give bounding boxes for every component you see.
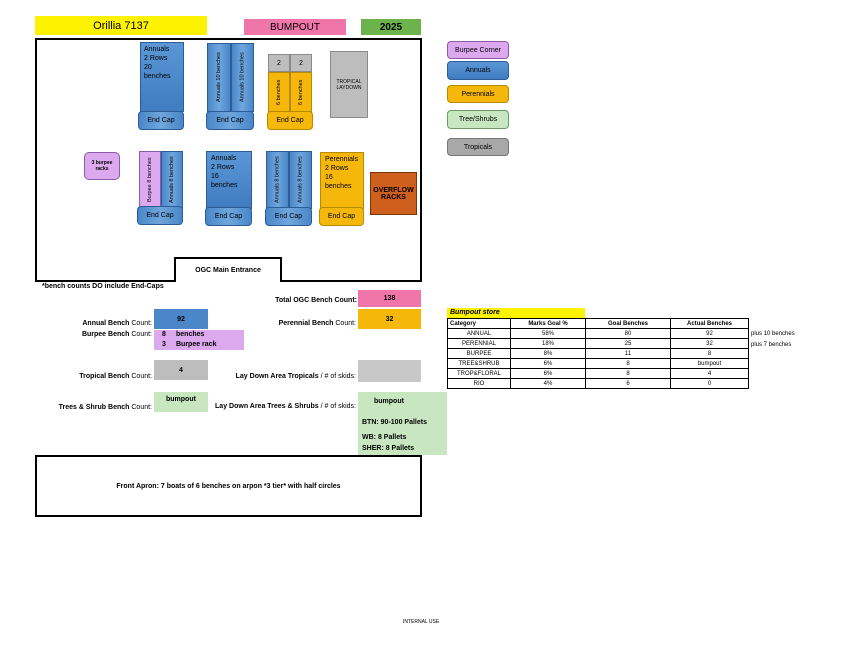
annual-bench-value: 92 [154, 309, 208, 329]
table-cell: PERENNIAL [448, 339, 511, 349]
table-cell: 25 [586, 339, 671, 349]
table-cell: 80 [586, 329, 671, 339]
end-cap-3: End Cap [267, 111, 313, 130]
annuals-8-benches-left: Annuals 8 benches [161, 151, 183, 209]
perennial-6-benches-a: 6 benches [268, 72, 290, 112]
burpee-benches-number: 8 [162, 331, 166, 338]
laydown-tree-shrub-label [206, 403, 356, 410]
table-row [448, 349, 749, 359]
year-banner: 2025 [361, 19, 421, 35]
column-header: Marks Goal % [511, 319, 586, 329]
laydown-tropicals-label-suffix: / # of skids: [320, 373, 356, 380]
annual-bench-label [40, 320, 152, 327]
tropical-laydown: TROPICAL LAYDOWN [330, 51, 368, 118]
perennial-count-b: 2 [290, 54, 312, 72]
table-cell: 92 [671, 329, 749, 339]
perennial-bench-label [240, 320, 356, 327]
tropical-bench-label [40, 373, 152, 380]
annuals-10-benches-a: Annuals 10 benches [207, 43, 231, 112]
footer-internal-use: INTERNAL USE [403, 619, 440, 625]
table-cell: 58% [511, 329, 586, 339]
tree-shrub-bench-label [40, 404, 152, 411]
annuals-20-benches: Annuals 2 Rows 20 benches [140, 42, 184, 112]
tree-shrub-bench-label-suffix: Count: [131, 404, 152, 411]
annual-bench-label-suffix: Count: [131, 320, 152, 327]
tropical-bench-label-text: Tropical Bench [79, 373, 130, 380]
perennial-count-a: 2 [268, 54, 290, 72]
burpee-bench-label-text: Burpee Bench [81, 331, 130, 338]
table-cell: 8 [586, 359, 671, 369]
bumpout-store-table [447, 318, 749, 389]
btn-pallets: BTN: 90-100 Pallets [362, 419, 427, 426]
table-cell: RIO [448, 379, 511, 389]
burpee-bench-label [40, 331, 152, 338]
laydown-tree-shrub-label-text: Lay Down Area Trees & Shrubs [215, 403, 319, 410]
end-cap-6: End Cap [265, 207, 312, 226]
laydown-tree-shrub-value: bumpout [374, 398, 404, 405]
table-cell: 4% [511, 379, 586, 389]
store-title: Orillia 7137 [35, 16, 207, 35]
table-cell: 6% [511, 359, 586, 369]
table-cell: 8% [511, 349, 586, 359]
overflow-racks: OVERFLOW RACKS [370, 172, 417, 215]
table-cell: ANNUAL [448, 329, 511, 339]
burpee-bench-label-suffix: Count: [131, 331, 152, 338]
end-cap-5: End Cap [205, 207, 252, 226]
table-row [448, 339, 749, 349]
end-cap-4: End Cap [137, 206, 183, 225]
table-cell: 8 [586, 369, 671, 379]
table-row [448, 369, 749, 379]
table-cell: 6% [511, 369, 586, 379]
laydown-tree-shrub-label-suffix: / # of skids: [320, 403, 356, 410]
wb-pallets: WB: 8 Pallets [362, 434, 407, 441]
burpee-benches-line [162, 330, 244, 340]
burpee-racks: 3 burpee racks [84, 152, 120, 180]
burpee-rack-unit: Burpee rack [176, 341, 217, 348]
table-header-row [448, 319, 749, 329]
table-cell: BURPEE [448, 349, 511, 359]
table-cell: 4 [671, 369, 749, 379]
table-cell: 0 [671, 379, 749, 389]
column-header: Actual Benches [671, 319, 749, 329]
table-cell: 11 [586, 349, 671, 359]
table-cell: TROP&FLORAL [448, 369, 511, 379]
perennial-bench-label-text: Perennial Bench [278, 320, 334, 327]
table-cell: 8 [671, 349, 749, 359]
legend-annuals: Annuals [447, 61, 509, 80]
annuals-10-benches-b: Annuals 10 benches [231, 43, 254, 112]
table-cell: 32 [671, 339, 749, 349]
perennial-bench-value: 32 [358, 309, 421, 329]
sher-pallets: SHER: 8 Pallets [362, 445, 415, 452]
burpee-bench-value [154, 330, 244, 350]
table-cell: 6 [586, 379, 671, 389]
total-bench-value: 138 [358, 290, 421, 307]
annuals-16-benches: Annuals 2 Rows 16 benches [206, 151, 252, 209]
legend-tropicals: Tropicals [447, 138, 509, 156]
tree-shrub-bench-value: bumpout [154, 392, 208, 412]
legend-tree-shrubs: Tree/Shrubs [447, 110, 509, 129]
end-cap-1: End Cap [138, 111, 184, 130]
layout-type-banner: BUMPOUT [244, 19, 346, 35]
bench-count-note: *bench counts DO include End-Caps [42, 283, 164, 290]
annual-note: plus 10 benches [751, 331, 795, 337]
laydown-tropicals-label-text: Lay Down Area Tropicals [235, 373, 319, 380]
perennials-16-benches: Perennials 2 Rows 16 benches [320, 152, 364, 209]
laydown-tropicals-value [358, 360, 421, 382]
table-row [448, 379, 749, 389]
column-header: Category [448, 319, 511, 329]
table-cell: 18% [511, 339, 586, 349]
perennial-bench-label-suffix: Count: [335, 320, 356, 327]
perennial-6-benches-b: 6 benches [290, 72, 312, 112]
front-apron: Front Apron: 7 boats of 6 benches on arpon *3 tier* with half circles [35, 455, 422, 517]
tree-shrub-bench-label-text: Trees & Shrub Bench [58, 404, 130, 411]
main-entrance: OGC Main Entrance [174, 257, 282, 282]
tropical-bench-label-suffix: Count: [131, 373, 152, 380]
table-cell: bumpout [671, 359, 749, 369]
perennial-note: plus 7 benches [751, 342, 792, 348]
table-row [448, 329, 749, 339]
end-cap-2: End Cap [206, 111, 254, 130]
column-header: Goal Benches [586, 319, 671, 329]
laydown-tropicals-label [220, 373, 356, 380]
bumpout-store-title: Bumpout store [447, 308, 585, 318]
burpee-benches-unit: benches [176, 331, 205, 338]
table-cell: TREE&SHRUB [448, 359, 511, 369]
laydown-tree-shrub-box [358, 392, 447, 455]
burpee-8-benches: Burpee 8 benches [139, 151, 161, 209]
burpee-rack-line [162, 340, 244, 350]
table-row [448, 359, 749, 369]
legend-burpee-corner: Burpee Corner [447, 41, 509, 59]
tropical-bench-value: 4 [154, 360, 208, 380]
annuals-8-benches-d: Annuals 8 benches [289, 151, 312, 209]
annuals-8-benches-c: Annuals 8 benches [266, 151, 289, 209]
legend-perennials: Perennials [447, 85, 509, 103]
burpee-rack-number: 3 [162, 341, 166, 348]
end-cap-7: End Cap [319, 207, 364, 226]
total-bench-label: Total OGC Bench Count: [275, 297, 357, 304]
annual-bench-label-text: Annual Bench [82, 320, 130, 327]
